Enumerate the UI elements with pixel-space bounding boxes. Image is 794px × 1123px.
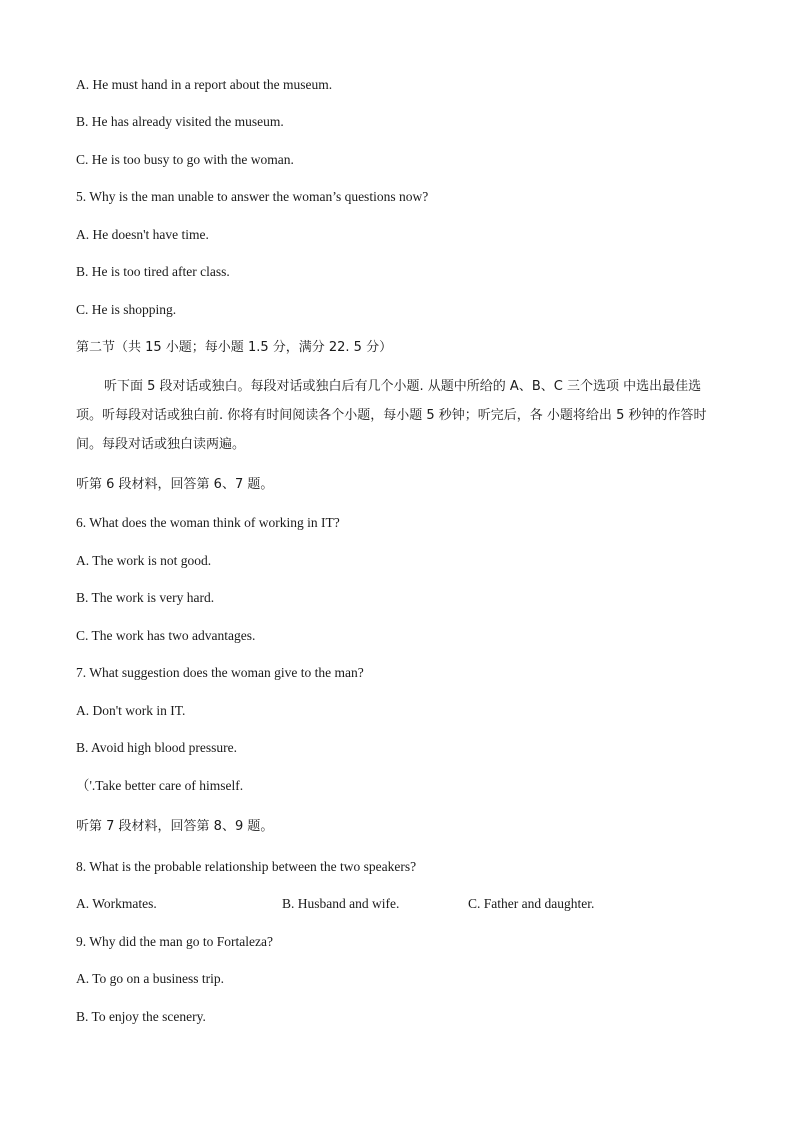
q7-option-b: B. Avoid high blood pressure. bbox=[76, 740, 237, 755]
q6-option-c: C. The work has two advantages. bbox=[76, 628, 256, 643]
q6-question: 6. What does the woman think of working in IT? bbox=[76, 515, 340, 530]
q5-option-a: A. He doesn't have time. bbox=[76, 227, 209, 242]
q9-option-a: A. To go on a business trip. bbox=[76, 971, 225, 986]
section2-heading: 第二节（共 15 小题；每小题 1.5 分，满分 22. 5 分） bbox=[76, 340, 393, 355]
section2-instructions: 听下面 5 段对话或独白。每段对话或独白后有几个小题. 从题中所给的 A、B、C 三个选项 中选出最佳选项。听每段对话或独白前. 你将有时间阅读各个小题，每小题 5 秒钟；听完后，各 小题将给出 5 秒钟的作答时间。每段对话或独白读两遍。 bbox=[76, 379, 707, 452]
q8-option-a: A. Workmates. bbox=[76, 896, 157, 911]
q8-option-b: B. Husband and wife. bbox=[282, 896, 400, 911]
q9-option-b: B. To enjoy the scenery. bbox=[76, 1009, 206, 1024]
q8-question: 8. What is the probable relationship between the two speakers? bbox=[76, 859, 417, 874]
q6-option-a: A. The work is not good. bbox=[76, 553, 212, 568]
q5-question: 5. Why is the man unable to answer the woman’s questions now? bbox=[76, 189, 429, 204]
q8-option-c: C. Father and daughter. bbox=[468, 896, 595, 911]
q5-option-b: B. He is too tired after class. bbox=[76, 264, 230, 279]
q6-option-b: B. The work is very hard. bbox=[76, 590, 215, 605]
q7-option-a: A. Don't work in IT. bbox=[76, 703, 186, 718]
q9-question: 9. Why did the man go to Fortaleza? bbox=[76, 934, 273, 949]
part7-intro: 听第 7 段材料，回答第 8、9 题。 bbox=[76, 819, 274, 834]
q5-option-c: C. He is shopping. bbox=[76, 302, 177, 317]
part6-intro: 听第 6 段材料，回答第 6、7 题。 bbox=[76, 477, 274, 492]
q7-option-c: （'.Take better care of himself. bbox=[76, 778, 244, 793]
q4-option-b: B. He has already visited the museum. bbox=[76, 114, 284, 129]
q4-option-a: A. He must hand in a report about the museum. bbox=[76, 77, 333, 92]
q4-option-c: C. He is too busy to go with the woman. bbox=[76, 152, 294, 167]
q7-question: 7. What suggestion does the woman give to the man? bbox=[76, 665, 364, 680]
